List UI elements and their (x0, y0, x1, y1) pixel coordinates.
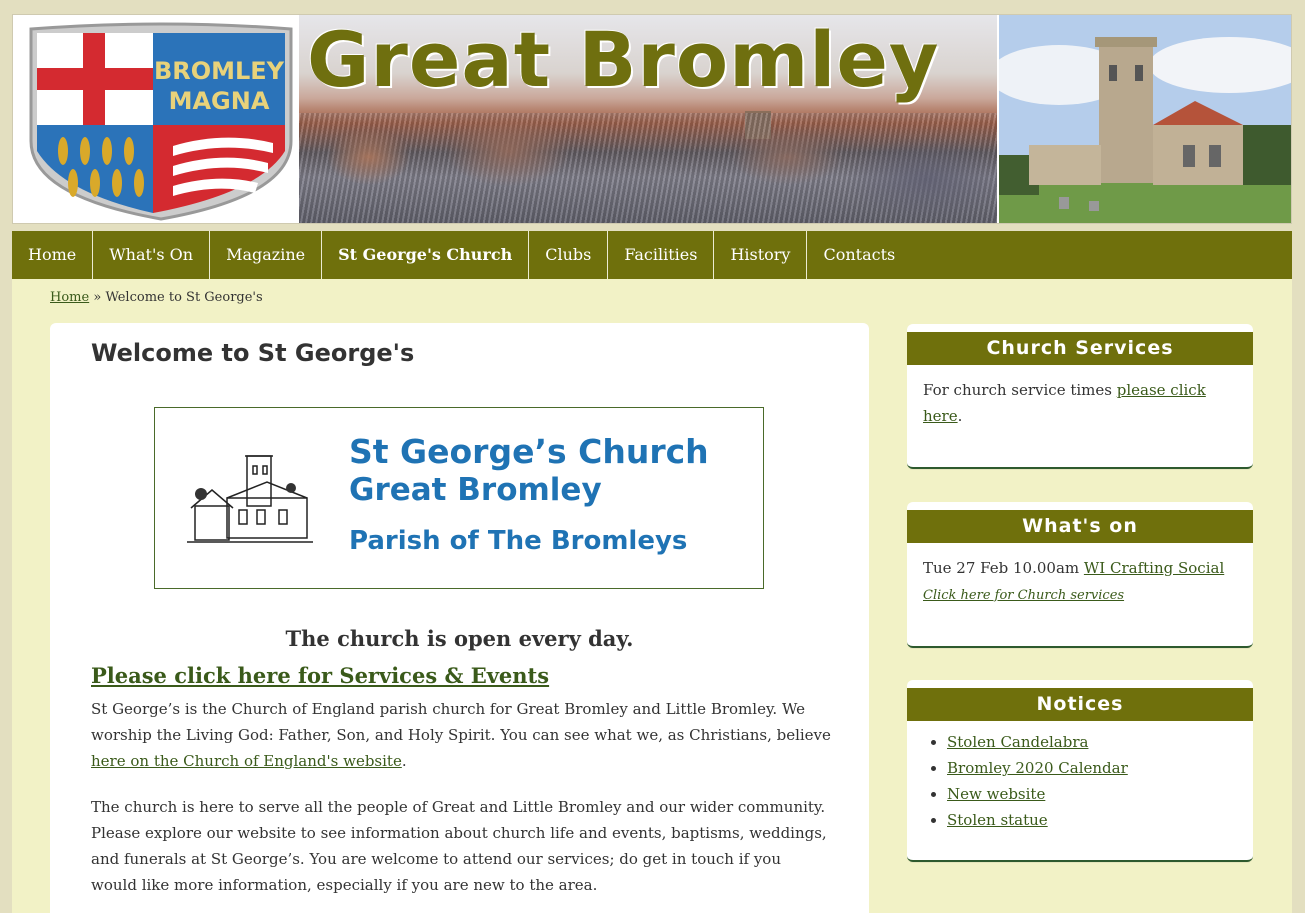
crest-text-magna: MAGNA (168, 87, 270, 115)
event-date: Tue 27 Feb 10.00am (923, 559, 1080, 577)
banner-image (299, 15, 997, 223)
logo-parish-name: Parish of The Bromleys (349, 526, 688, 556)
widget-title: Notices (907, 688, 1253, 721)
breadcrumb-home-link[interactable]: Home (50, 290, 90, 305)
list-item (947, 729, 1253, 755)
bromley-magna-crest-logo (23, 21, 299, 221)
intro-paragraph (91, 696, 831, 774)
site-title: Great Bromley (307, 15, 940, 104)
church-sketch-icon (187, 448, 313, 548)
main-content (50, 323, 869, 913)
main-nav (12, 231, 1292, 279)
logo-church-name: St George’s Church (349, 432, 709, 471)
services-events-link[interactable]: Please click here for Services & Events (91, 663, 550, 688)
frosty-trees (299, 113, 997, 223)
site-header (12, 14, 1292, 224)
notice-link[interactable]: New website (947, 785, 1046, 803)
cofe-website-link[interactable]: here on the Church of England's website (91, 752, 402, 770)
services-times-link[interactable]: please click here (923, 381, 1206, 425)
nav-item-st-georges-church[interactable]: St George's Church (322, 231, 529, 279)
notices-list (907, 721, 1253, 833)
widget-body (907, 365, 1253, 441)
church-services-widget (907, 324, 1253, 469)
nav-item-history[interactable]: History (714, 231, 807, 279)
widget-title: Church Services (907, 332, 1253, 365)
nav-item-contacts[interactable]: Contacts (823, 245, 896, 264)
welcome-paragraph: The church is here to serve all the people of Great and Little Bromley and our wider community. Please explore our website to see information about church life and events, baptisms, weddings, and funerals at St George’s. You are welcome to attend our services; do get in touch if you would like more information, especially if you are new to the area. (91, 798, 827, 894)
whats-on-widget (907, 502, 1253, 648)
page-title: Welcome to St George's (91, 339, 415, 367)
church-services-link[interactable]: Click here for Church services (923, 588, 1125, 603)
breadcrumb (50, 290, 263, 305)
breadcrumb-separator: » (93, 290, 102, 305)
nav-item-clubs[interactable]: Clubs (529, 231, 608, 279)
notice-link[interactable]: Stolen Candelabra (947, 733, 1089, 751)
nav-item-whats-on[interactable]: What's On (93, 231, 210, 279)
church-photo (999, 15, 1291, 223)
services-text: For church service times (923, 381, 1117, 399)
notice-link[interactable]: Bromley 2020 Calendar (947, 759, 1128, 777)
intro-text: St George’s is the Church of England parish church for Great Bromley and Little Bromley. We worship the Living God: Father, Son, and Holy Spirit. You can see what we, as Christians, believe (91, 700, 831, 744)
breadcrumb-current: Welcome to St George's (105, 290, 263, 305)
notices-widget (907, 680, 1253, 862)
list-item (947, 807, 1253, 833)
church-open-notice: The church is open every day. (285, 626, 634, 651)
nav-item-home[interactable]: Home (12, 231, 93, 279)
church-logo-image (154, 407, 764, 589)
services-end: . (957, 407, 963, 425)
list-item (947, 755, 1253, 781)
event-link[interactable]: WI Crafting Social (1083, 559, 1225, 577)
intro-end: . (401, 752, 407, 770)
crest-text-bromley: BROMLEY (153, 57, 285, 85)
nav-item-facilities[interactable]: Facilities (608, 231, 714, 279)
logo-place-name: Great Bromley (349, 472, 602, 508)
event-item (923, 555, 1237, 581)
list-item (947, 781, 1253, 807)
nav-item-magazine[interactable]: Magazine (210, 231, 322, 279)
widget-body (907, 543, 1253, 621)
notice-link[interactable]: Stolen statue (947, 811, 1048, 829)
widget-title: What's on (907, 510, 1253, 543)
